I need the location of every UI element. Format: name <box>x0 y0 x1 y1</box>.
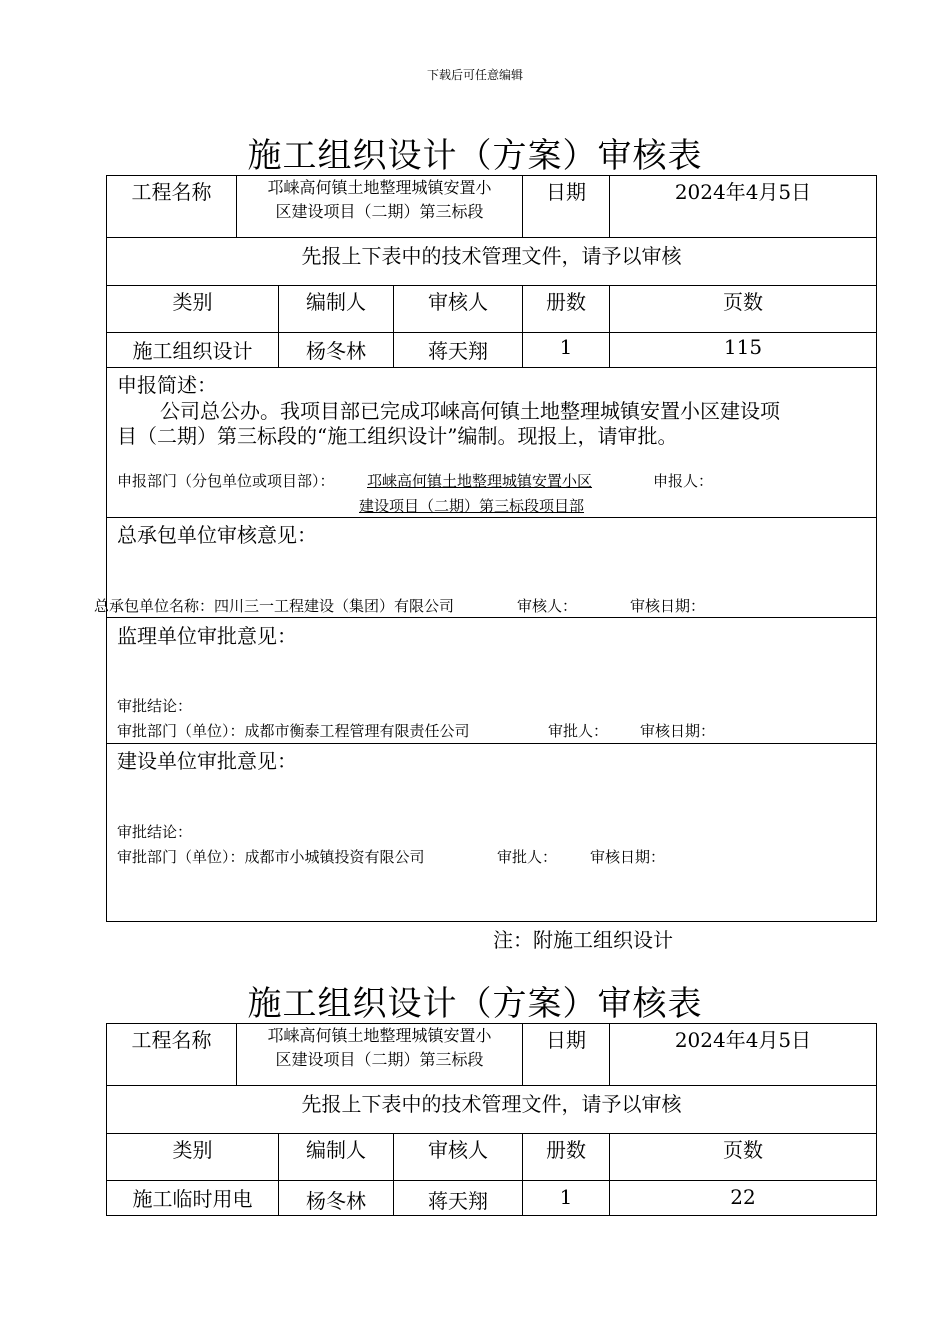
cell-pages: 22 <box>730 1185 756 1209</box>
gc-name-line: 总承包单位名称：四川三一工程建设（集团）有限公司 <box>94 597 455 615</box>
date-label: 日期 <box>546 180 586 204</box>
cell-reviewer: 蒋天翔 <box>428 1189 488 1213</box>
cell-compiler: 杨冬林 <box>306 1189 366 1213</box>
cell-category: 施工临时用电 <box>132 1187 253 1211</box>
project-name-label: 工程名称 <box>131 1028 212 1052</box>
gc-reviewer-label: 审核人： <box>517 597 578 615</box>
header-pages: 页数 <box>723 290 763 314</box>
owner-dept-line: 审批部门（单位）：成都市小城镇投资有限公司 <box>117 848 425 866</box>
dept-value-line-1: 邛崃高何镇土地整理城镇安置小区 <box>367 472 593 490</box>
supervision-date-label: 审核日期： <box>640 722 716 740</box>
header-category: 类别 <box>172 1138 213 1162</box>
owner-date-label: 审核日期： <box>590 848 666 866</box>
date-label: 日期 <box>546 1028 586 1052</box>
watermark-text: 下载后可任意编辑 <box>426 68 523 82</box>
brief-line-2: 目（二期）第三标段的“施工组织设计”编制。现报上，请审批。 <box>117 424 678 448</box>
cell-category: 施工组织设计 <box>132 339 253 363</box>
dept-value-line-2: 建设项目（二期）第三标段项目部 <box>359 497 585 515</box>
header-compiler: 编制人 <box>306 1138 366 1162</box>
supervision-dept-line: 审批部门（单位）：成都市衡泰工程管理有限责任公司 <box>117 722 470 740</box>
header-volumes: 册数 <box>546 1138 586 1162</box>
cell-reviewer: 蒋天翔 <box>428 339 488 363</box>
attachment-note: 注：附施工组织设计 <box>493 928 673 952</box>
cell-pages: 115 <box>723 335 763 359</box>
cell-volumes: 1 <box>559 1185 573 1209</box>
header-reviewer: 审核人 <box>428 290 488 314</box>
project-name-label: 工程名称 <box>131 180 212 204</box>
header-compiler: 编制人 <box>306 290 366 314</box>
header-pages: 页数 <box>723 1138 763 1162</box>
owner-conclusion-label: 审批结论： <box>117 823 193 841</box>
form2-title: 施工组织设计（方案）审核表 <box>247 984 703 1024</box>
owner-approver-label: 审批人： <box>497 848 558 866</box>
supervision-conclusion-label: 审批结论： <box>117 697 193 715</box>
form1-title: 施工组织设计（方案）审核表 <box>247 136 703 176</box>
cell-compiler: 杨冬林 <box>306 339 366 363</box>
project-name-value: 邛崃高何镇土地整理城镇安置小 区建设项目（二期）第三标段 <box>267 178 492 221</box>
cell-volumes: 1 <box>559 335 573 359</box>
gc-date-label: 审核日期： <box>630 597 706 615</box>
supervision-opinion-label: 监理单位审批意见： <box>117 624 297 648</box>
brief-line-1: 公司总公办。我项目部已完成邛崃高何镇土地整理城镇安置小区建设项 <box>160 399 780 423</box>
date-value: 2024年4月5日 <box>674 180 812 204</box>
supervision-approver-label: 审批人： <box>548 722 609 740</box>
submit-statement: 先报上下表中的技术管理文件，请予以审核 <box>301 1092 682 1116</box>
brief-label: 申报简述： <box>117 373 217 397</box>
gc-opinion-label: 总承包单位审核意见： <box>117 523 317 547</box>
reporter-label: 申报人： <box>653 472 714 490</box>
header-category: 类别 <box>172 290 213 314</box>
dept-label: 申报部门（分包单位或项目部）： <box>117 472 335 490</box>
header-reviewer: 审核人 <box>428 1138 488 1162</box>
date-value: 2024年4月5日 <box>674 1028 812 1052</box>
owner-opinion-label: 建设单位审批意见： <box>117 749 297 773</box>
header-volumes: 册数 <box>546 290 586 314</box>
project-name-value: 邛崃高何镇土地整理城镇安置小 区建设项目（二期）第三标段 <box>267 1026 492 1069</box>
submit-statement: 先报上下表中的技术管理文件，请予以审核 <box>301 244 682 268</box>
